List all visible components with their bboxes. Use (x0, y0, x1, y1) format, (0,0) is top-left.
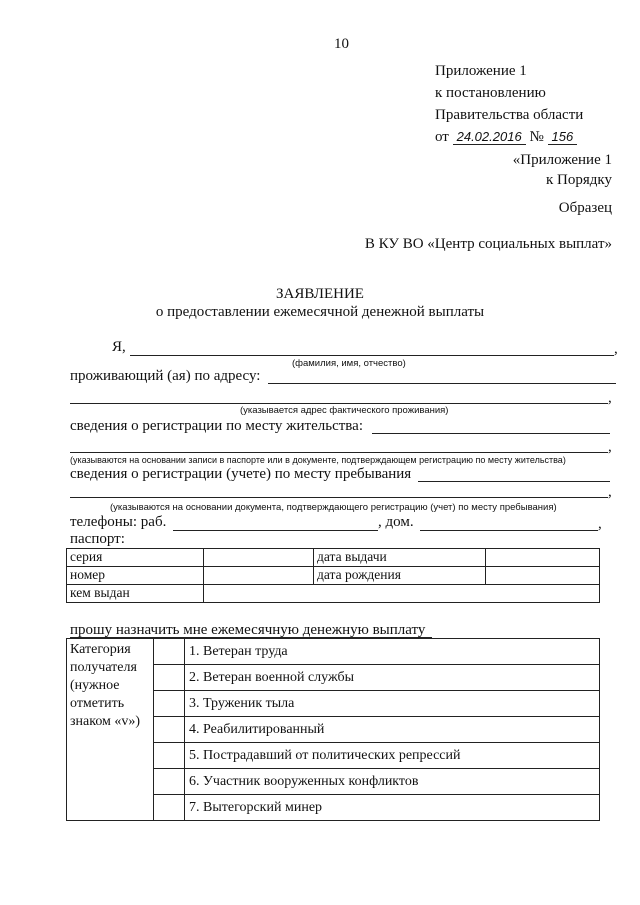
appendix2-line1: «Приложение 1 (512, 152, 612, 168)
sample-label: Образец (558, 200, 612, 216)
appendix-line1: Приложение 1 (435, 63, 527, 79)
appendix-line2: к постановлению (435, 85, 546, 101)
passport-issued-by-field[interactable] (204, 585, 600, 603)
registration-field[interactable] (372, 433, 610, 434)
category-checkbox-4[interactable] (154, 717, 185, 743)
home-phone-field[interactable] (420, 530, 598, 531)
category-checkbox-5[interactable] (154, 743, 185, 769)
registration-label: сведения о регистрации по месту жительства: (70, 418, 363, 434)
category-label-line: получателя (70, 660, 137, 675)
category-checkbox-7[interactable] (154, 795, 185, 821)
category-label-line: (нужное (70, 678, 120, 693)
appendix-date: 24.02.2016 (453, 129, 526, 145)
category-item-1: 1. Ветеран труда (185, 639, 600, 665)
document-subtitle: о предоставлении ежемесячной денежной выплаты (155, 304, 485, 320)
birth-date-field[interactable] (486, 567, 600, 585)
category-item-6: 6. Участник вооруженных конфликтов (185, 769, 600, 795)
comma: , (608, 439, 612, 455)
passport-series-field[interactable] (204, 549, 314, 567)
comma: , (608, 390, 612, 406)
full-name-field[interactable] (130, 355, 614, 356)
category-item-3: 3. Труженик тыла (185, 691, 600, 717)
stay-field[interactable] (418, 481, 610, 482)
category-item-7: 7. Вытегорский минер (185, 795, 600, 821)
passport-issued-by-label: кем выдан (67, 585, 204, 603)
appendix-number: 156 (548, 129, 578, 145)
stay-label: сведения о регистрации (учете) по месту пребывания (70, 466, 412, 482)
stay-field-2[interactable] (70, 497, 608, 498)
category-checkbox-1[interactable] (154, 639, 185, 665)
passport-label: паспорт: (70, 531, 125, 547)
category-label-line: Категория (70, 642, 131, 657)
category-label-line: отметить (70, 696, 125, 711)
addressee: В КУ ВО «Центр социальных выплат» (364, 236, 612, 252)
category-checkbox-2[interactable] (154, 665, 185, 691)
i-label: Я, (112, 339, 126, 355)
address-field[interactable] (268, 383, 616, 384)
appendix2-line2: к Порядку (546, 172, 612, 188)
address-hint: (указывается адрес фактического проживания) (240, 405, 449, 416)
document-title: ЗАЯВЛЕНИЕ (276, 286, 364, 302)
appendix2-block (513, 150, 612, 190)
category-item-5: 5. Пострадавший от политических репрессий (185, 743, 600, 769)
stay-hint: (указываются на основании документа, подтверждающего регистрацию (учет) по месту пребывания) (110, 502, 557, 513)
comma: , (614, 341, 618, 357)
registration-hint: (указываются на основании записи в паспорте или в документе, подтверждающем регистрацию по месту жительства) (70, 455, 566, 465)
category-table (66, 638, 600, 821)
category-item-2: 2. Ветеран военной службы (185, 665, 600, 691)
passport-number-field[interactable] (204, 567, 314, 585)
appendix-line3: Правительства области (435, 107, 584, 123)
appendix-no-sign: № (529, 129, 544, 145)
comma: , (598, 516, 602, 532)
home-phone-label: , дом. (378, 514, 414, 530)
birth-date-label: дата рождения (314, 567, 486, 585)
phones-label: телефоны: раб. (70, 514, 167, 530)
category-checkbox-3[interactable] (154, 691, 185, 717)
passport-table (66, 548, 600, 603)
appendix-block (435, 60, 583, 148)
request-text: прошу назначить мне ежемесячную денежную выплату (70, 622, 426, 638)
passport-number-label: номер (67, 567, 204, 585)
comma: , (608, 484, 612, 500)
category-checkbox-6[interactable] (154, 769, 185, 795)
name-hint: (фамилия, имя, отчество) (292, 358, 406, 369)
registration-field-2[interactable] (70, 452, 608, 453)
appendix-date-line (435, 126, 583, 148)
appendix-from: от (435, 129, 449, 145)
passport-series-label: серия (67, 549, 204, 567)
passport-issue-date-label: дата выдачи (314, 549, 486, 567)
category-label-line: знаком «v») (70, 714, 141, 729)
living-label: проживающий (ая) по адресу: (70, 368, 261, 384)
work-phone-field[interactable] (173, 530, 378, 531)
page-number: 10 (334, 36, 349, 52)
address-field-2[interactable] (70, 403, 608, 404)
category-label-cell (67, 639, 154, 821)
passport-issue-date-field[interactable] (486, 549, 600, 567)
category-item-4: 4. Реабилитированный (185, 717, 600, 743)
